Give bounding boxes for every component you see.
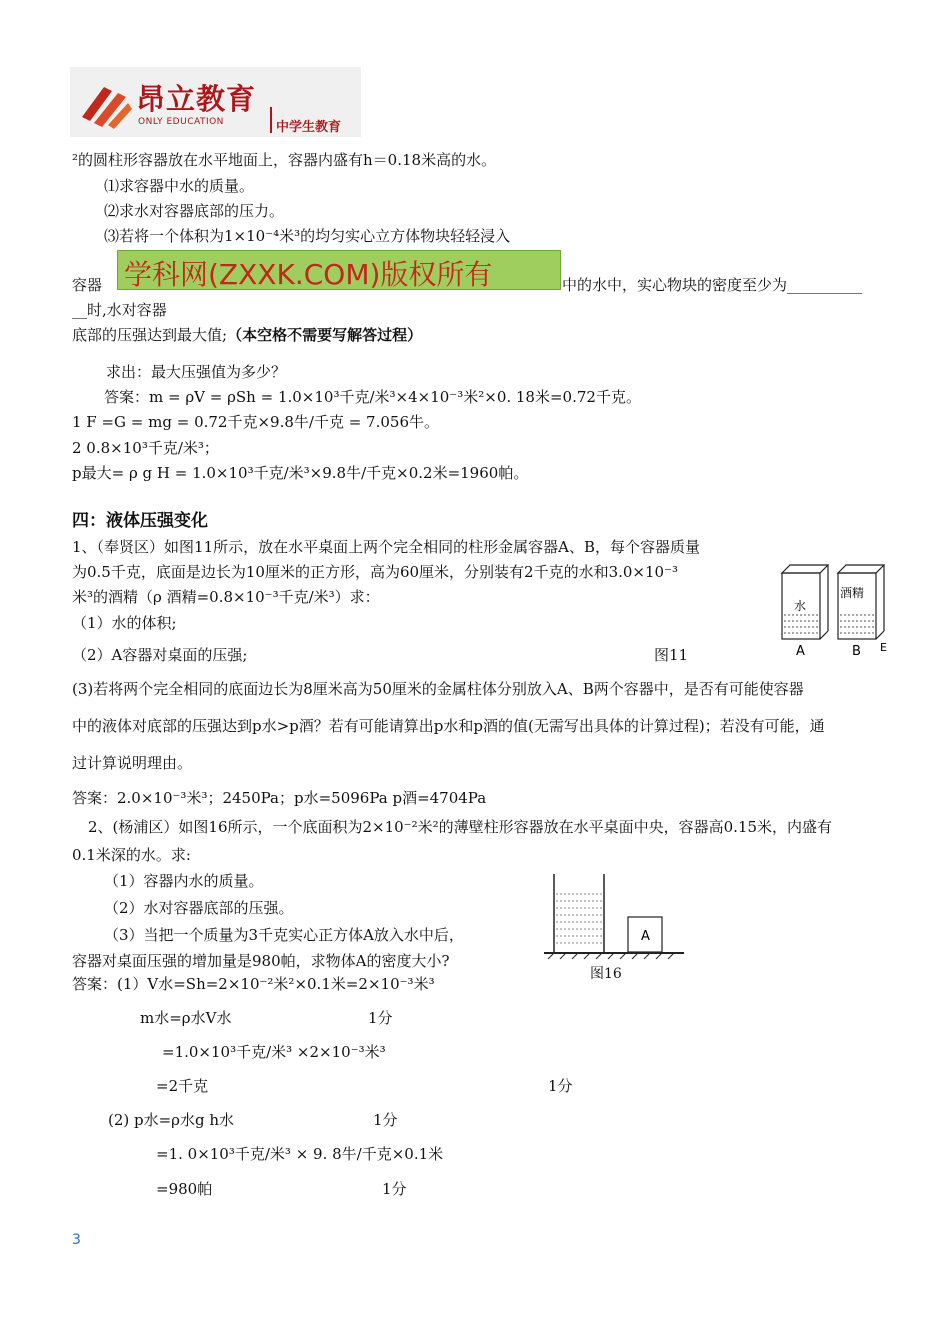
liquid-a-label: 水 — [794, 599, 807, 613]
text-span: 底部的压强达到最大值; — [72, 326, 228, 344]
text-line: （1）容器内水的质量。 — [104, 872, 264, 890]
liquid-b-label: 酒精 — [840, 586, 865, 600]
answer-line: 答案：(1）V水=Sh=2×10⁻²米²×0.1米=2×10⁻³米³ — [72, 975, 435, 993]
text-line: (3)若将两个完全相同的底面边长为8厘米高为50厘米的金属柱体分别放入A、B两个容器中，是否有可能使容器 — [72, 680, 804, 698]
answer-line: m水=ρ水V水 — [140, 1009, 232, 1027]
answer-line: =1. 0×10³千克/米³ × 9. 8牛/千克×0.1米 — [156, 1145, 444, 1163]
answer-line: 答案：2.0×10⁻³米³；2450Pa；p水=5096Pa p酒=4704Pa — [72, 789, 487, 807]
logo-text-cn: 昂立教育 — [136, 82, 257, 116]
figure-11 — [776, 555, 890, 663]
text-line: 2 0.8×10³千克/米³； — [72, 439, 219, 457]
block-a-label: A — [641, 929, 650, 944]
text-line: 米³的酒精（ρ 酒精=0.8×10⁻³千克/米³）求： — [72, 588, 380, 606]
score: 1分 — [368, 1009, 393, 1027]
logo-subtitle: 中学生教育 — [276, 120, 342, 135]
figure-16 — [544, 870, 684, 960]
text-line: 答案：m = ρV = ρSh = 1.0×10³千克/米³×4×10⁻³米²×0. 18米=0.72千克。 — [104, 388, 641, 406]
text-line: 过计算说明理由。 — [72, 754, 193, 772]
text-line: 1、（奉贤区）如图11所示，放在水平桌面上两个完全相同的柱形金属容器A、B，每个容器质量 — [72, 538, 700, 556]
container-a — [782, 565, 828, 659]
text-line: 中的液体对底部的压强达到p水>p酒？若有可能请算出p水和p酒的值(无需写出具体的计算过程)；若没有可能，通 — [72, 717, 825, 735]
score: 1分 — [373, 1111, 398, 1129]
logo-text-en: ONLY EDUCATION — [138, 117, 224, 127]
text-line: （2）A容器对桌面的压强; — [72, 646, 248, 664]
text-line: 容器对桌面压强的增加量是980帕，求物体A的密度大小? — [72, 952, 450, 970]
section-heading: 四：液体压强变化 — [72, 511, 208, 531]
text-line: ⑵求水对容器底部的压力。 — [104, 202, 285, 220]
text-line: 中的水中，实心物块的密度至少为__________ — [562, 276, 863, 294]
watermark-text: 学科网(ZXXK.COM)版权所有 — [124, 258, 493, 291]
text-note-bold: （本空格不需要写解答过程） — [227, 326, 423, 344]
container-a-label: A — [796, 644, 805, 659]
container-b — [838, 565, 884, 659]
text-line: ²的圆柱形容器放在水平地面上，容器内盛有h＝0.18米高的水。 — [72, 151, 497, 169]
brand-logo — [70, 67, 361, 137]
text-line: 1 F =G = mg = 0.72千克×9.8牛/千克 = 7.056牛。 — [72, 413, 439, 431]
text-line: p最大= ρ g H = 1.0×10³千克/米³×9.8牛/千克×0.2米=1960帕。 — [72, 464, 529, 482]
text-line: ⑴求容器中水的质量。 — [104, 177, 255, 195]
text-line: 求出：最大压强值为多少？ — [106, 363, 287, 381]
text-line: 为0.5千克，底面是边长为10厘米的正方形，高为60厘米，分别装有2千克的水和3.0×10⁻³ — [72, 563, 679, 581]
page-number: 3 — [72, 1232, 81, 1248]
text-line: （1）水的体积; — [72, 614, 177, 632]
water-lines — [556, 894, 602, 943]
answer-line: =980帕 — [156, 1180, 213, 1198]
text-line: 容器 — [72, 276, 103, 294]
answer-line: =1.0×10³千克/米³ ×2×10⁻³米³ — [162, 1043, 386, 1061]
text-line — [72, 325, 422, 345]
score: 1分 — [382, 1180, 407, 1198]
logo-divider — [270, 107, 272, 133]
answer-line: (2) p水=ρ水g h水 — [108, 1111, 235, 1129]
edge-label: E — [880, 641, 887, 654]
logo-mark-icon — [74, 73, 136, 133]
container-b-label: B — [852, 644, 861, 659]
text-line: 0.1米深的水。求: — [72, 846, 191, 864]
watermark-banner — [117, 250, 561, 290]
text-line: __时,水对容器 — [72, 301, 167, 319]
answer-line: =2千克 — [156, 1077, 209, 1095]
text-line: （3）当把一个质量为3千克实心正方体A放入水中后， — [104, 926, 464, 944]
score: 1分 — [548, 1077, 573, 1095]
text-line: （2）水对容器底部的压强。 — [104, 899, 294, 917]
text-line: ⑶若将一个体积为1×10⁻⁴米³的均匀实心立方体物块轻轻浸入 — [104, 227, 511, 245]
figure-caption: 图16 — [590, 966, 622, 982]
text-line: 2、(杨浦区）如图16所示，一个底面积为2×10⁻²米²的薄壁柱形容器放在水平桌面中央，容器高0.15米，内盛有 — [88, 818, 833, 836]
figure-caption: 图11 — [654, 646, 689, 664]
